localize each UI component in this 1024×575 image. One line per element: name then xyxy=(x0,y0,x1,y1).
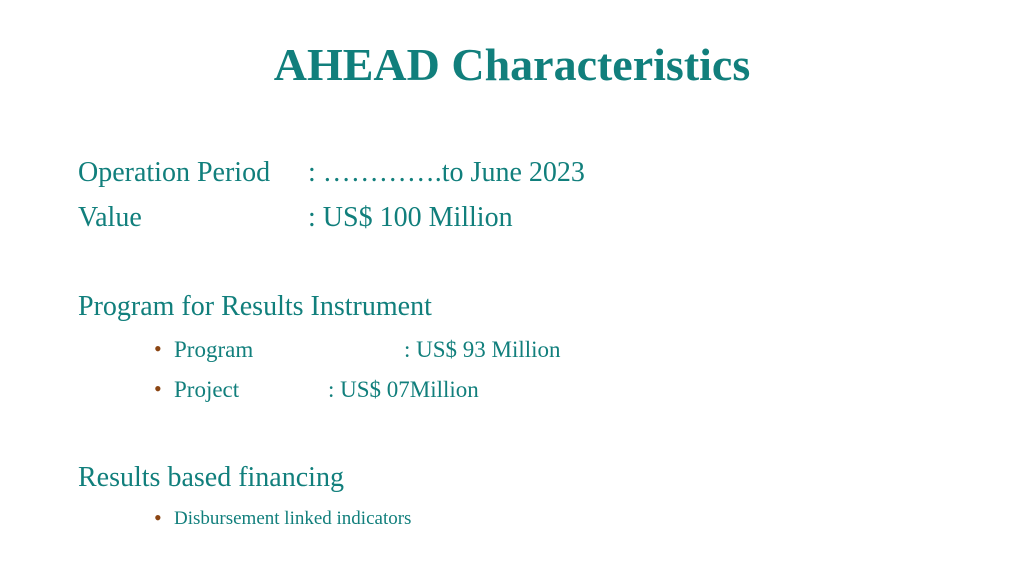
program-value: : US$ 93 Million xyxy=(404,337,561,362)
bullet-icon: • xyxy=(154,376,162,401)
operation-period-value: : ………….to June 2023 xyxy=(308,157,585,188)
financing-heading: Results based financing xyxy=(78,462,344,493)
disbursement-item: Disbursement linked indicators xyxy=(174,508,412,529)
slide-title: AHEAD Characteristics xyxy=(273,39,751,90)
program-label: Program xyxy=(174,337,254,362)
bullet-icon: • xyxy=(154,336,162,361)
project-value: : US$ 07Million xyxy=(328,377,479,402)
bullet-icon: • xyxy=(154,505,162,530)
value-label: Value xyxy=(78,202,142,233)
project-label: Project xyxy=(174,377,240,402)
operation-period-label: Operation Period xyxy=(78,157,271,188)
instrument-heading: Program for Results Instrument xyxy=(78,291,432,322)
value-amount: : US$ 100 Million xyxy=(308,202,513,233)
